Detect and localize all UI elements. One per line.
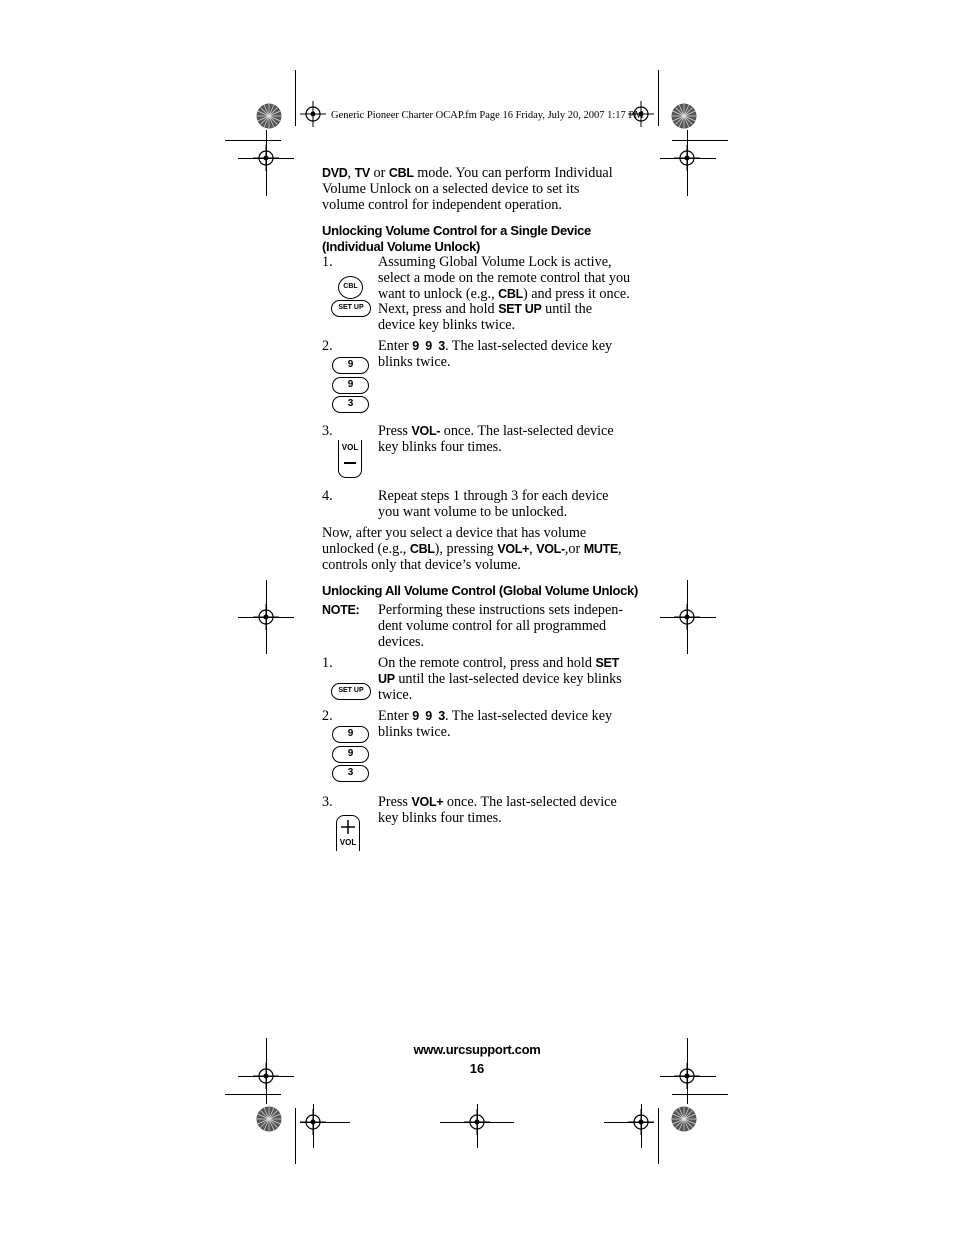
- page-number: 16: [469, 1061, 485, 1076]
- step-text: Press VOL- once. The last-selected device key blinks four times.: [378, 423, 614, 455]
- keyword-dvd: DVD: [322, 166, 348, 180]
- setup-key-icon: SET UP: [331, 683, 371, 700]
- keyword-tv: TV: [354, 166, 370, 180]
- after-paragraph: Now, after you select a device that has volume unlocked (e.g., CBL), pressing VOL+, VOL-,or MUTE, controls only that device’s volume.: [322, 525, 622, 573]
- digit-key-icon: 9: [332, 746, 369, 763]
- plus-icon: [341, 820, 355, 834]
- step-text: Press VOL+ once. The last-selected device key blinks four times.: [378, 794, 617, 826]
- starburst-icon: [256, 103, 282, 129]
- section-heading-individual-unlock: Unlocking Volume Control for a Single Device (Individual Volume Unlock): [322, 223, 591, 254]
- section-heading-global-unlock: Unlocking All Volume Control (Global Volume Unlock): [322, 583, 638, 598]
- step-number: 3.: [322, 423, 333, 439]
- step-number: 2.: [322, 338, 333, 354]
- digit-key-icon: 9: [332, 377, 369, 394]
- step-number: 4.: [322, 488, 333, 504]
- step-number: 1.: [322, 254, 333, 270]
- cbl-key-icon: CBL: [338, 276, 363, 299]
- digit-key-icon: 9: [332, 357, 369, 374]
- volume-down-key-icon: VOL: [338, 440, 362, 478]
- note-text: Performing these instructions sets indepen-dent volume control for all programmed devices.: [378, 602, 624, 650]
- starburst-icon: [256, 1106, 282, 1132]
- step-text: Assuming Global Volume Lock is active, select a mode on the remote control that you want to unlock (e.g., CBL) and press it once. Next, press and hold SET UP until the device key blinks twice.: [378, 254, 631, 334]
- digit-key-icon: 3: [332, 396, 369, 413]
- step-text: Enter 9 9 3. The last-selected device key blinks twice.: [378, 708, 613, 740]
- step-text: Enter 9 9 3. The last-selected device key blinks twice.: [378, 338, 613, 370]
- step-number: 3.: [322, 794, 333, 810]
- step-number: 2.: [322, 708, 333, 724]
- step-number: 1.: [322, 655, 333, 671]
- step-text: Repeat steps 1 through 3 for each device you want volume to be unlocked.: [378, 488, 609, 520]
- file-header: Generic Pioneer Charter OCAP.fm Page 16 Friday, July 20, 2007 1:17 PM: [331, 110, 644, 121]
- volume-up-key-icon: VOL: [336, 815, 360, 851]
- intro-paragraph: DVD, TV or CBL mode. You can perform Individual Volume Unlock on a selected device to set its volume control for independent operation.: [322, 165, 613, 213]
- digit-key-icon: 3: [332, 765, 369, 782]
- setup-key-icon: SET UP: [331, 300, 371, 317]
- starburst-icon: [671, 103, 697, 129]
- registration-target-icon: [300, 101, 326, 127]
- step-text: On the remote control, press and hold SET UP until the last-selected device key blinks twice.: [378, 655, 622, 703]
- note-label: NOTE:: [322, 603, 360, 617]
- starburst-icon: [671, 1106, 697, 1132]
- footer-url: www.urcsupport.com: [413, 1042, 541, 1057]
- digit-key-icon: 9: [332, 726, 369, 743]
- keyword-cbl: CBL: [388, 166, 414, 180]
- minus-icon: [344, 462, 356, 464]
